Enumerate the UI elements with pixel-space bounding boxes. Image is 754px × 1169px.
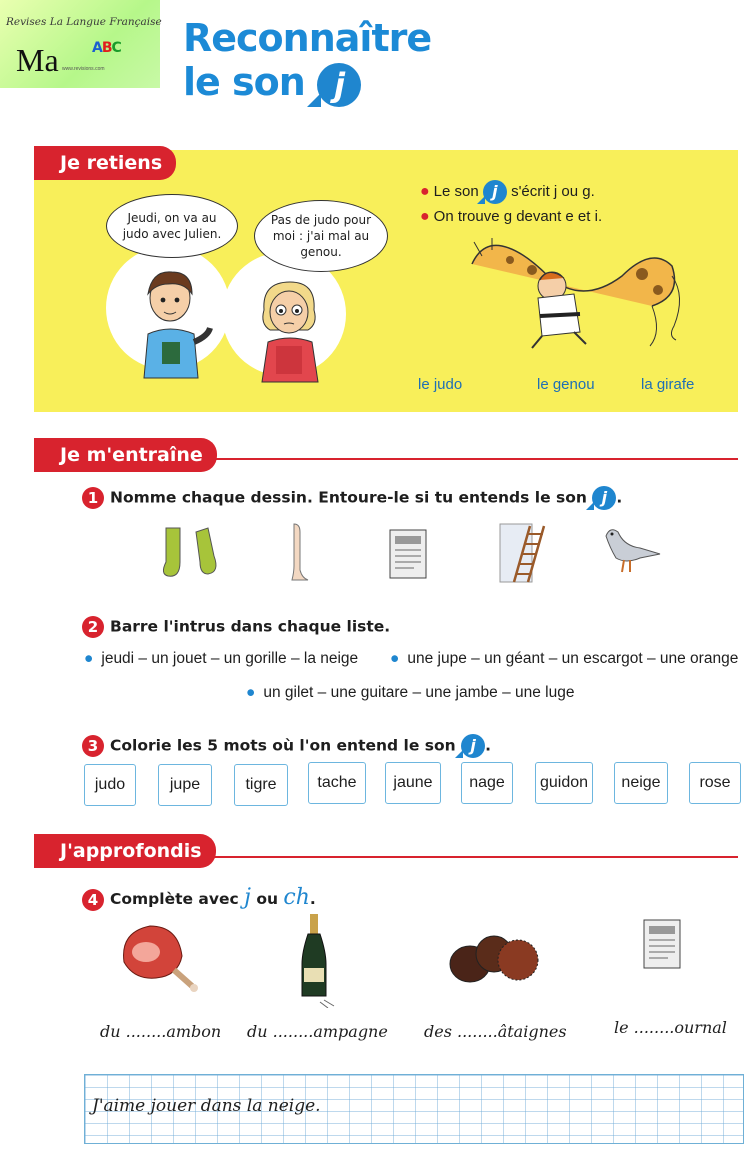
section-tab-entraine: Je m'entraîne <box>34 438 217 472</box>
page-title: Reconnaître le son j <box>183 16 431 107</box>
word-la-girafe: la girafe <box>641 376 695 393</box>
word-box-tigre[interactable]: tigre <box>234 764 288 806</box>
word-box-nage[interactable]: nage <box>461 762 513 804</box>
list-item: ● jeudi – un jouet – un gorille – la neige <box>84 650 359 667</box>
word-box-neige[interactable]: neige <box>614 762 668 804</box>
exercise-2-title: 2 Barre l'intrus dans chaque liste. <box>82 616 390 638</box>
word-box-judo[interactable]: judo <box>84 764 136 806</box>
exercise-number: 3 <box>82 735 104 757</box>
exercise-4-title: 4 Complète avec j ou ch. <box>82 885 316 911</box>
word-box-tache[interactable]: tache <box>308 762 366 804</box>
sound-j-icon: j <box>483 180 507 204</box>
rule-1: ● Le son j s'écrit j ou g. <box>420 180 595 204</box>
logo-url: www.revisions.com <box>62 66 105 72</box>
giraffe-judo-illustration <box>462 236 690 354</box>
fill-in-champagne[interactable]: du ........ampagne <box>247 1022 388 1041</box>
chestnut-icon <box>446 922 542 992</box>
exercise-1-title: 1 Nomme chaque dessin. Entoure-le si tu entends le son j . <box>82 486 622 510</box>
logo-name: Ma <box>16 42 59 78</box>
newspaper-icon[interactable] <box>384 524 434 584</box>
exercise-number: 4 <box>82 889 104 911</box>
word-le-genou: le genou <box>537 376 595 393</box>
list-item: ● un gilet – une guitare – une jambe – une luge <box>246 684 575 701</box>
sound-j-icon: j <box>461 734 485 758</box>
leg-icon[interactable] <box>286 522 312 584</box>
rule-2: ● On trouve g devant e et i. <box>420 208 603 225</box>
exercise-number: 1 <box>82 487 104 509</box>
sound-j-icon: j <box>317 63 361 107</box>
newspaper-icon <box>638 914 688 974</box>
section-tab-approfondis: J'approfondis <box>34 834 216 868</box>
boy-illustration <box>130 258 220 384</box>
fill-in-newspaper[interactable]: le ........ournal <box>614 1018 727 1037</box>
champagne-icon <box>296 912 336 1008</box>
word-box-jaune[interactable]: jaune <box>385 762 441 804</box>
list-item: ● une jupe – un géant – un escargot – une orange <box>390 650 739 667</box>
word-box-guidon[interactable]: guidon <box>535 762 593 804</box>
speech-bubble-boy: Jeudi, on va au judo avec Julien. <box>106 194 238 258</box>
ham-icon <box>116 922 202 994</box>
word-box-rose[interactable]: rose <box>689 762 741 804</box>
socks-icon[interactable] <box>156 526 228 582</box>
pigeon-icon[interactable] <box>600 524 662 576</box>
word-box-jupe[interactable]: jupe <box>158 764 212 806</box>
model-sentence: J'aime jouer dans la neige. <box>92 1096 321 1116</box>
speech-bubble-girl: Pas de judo pour moi : j'ai mal au genou. <box>254 200 388 272</box>
logo-abc: ABC <box>92 40 121 56</box>
word-le-judo: le judo <box>418 376 463 393</box>
exercise-3-title: 3 Colorie les 5 mots où l'on entend le son j . <box>82 734 491 758</box>
exercise-number: 2 <box>82 616 104 638</box>
girl-illustration <box>248 276 334 384</box>
fill-in-chestnuts[interactable]: des ........âtaignes <box>424 1022 567 1041</box>
sound-j-icon: j <box>592 486 616 510</box>
fill-in-ham[interactable]: du ........ambon <box>100 1022 222 1041</box>
ladder-icon[interactable] <box>498 522 548 584</box>
section-tab-retiens: Je retiens <box>34 146 176 180</box>
logo-tagline: Revises La Langue Française <box>6 16 162 28</box>
